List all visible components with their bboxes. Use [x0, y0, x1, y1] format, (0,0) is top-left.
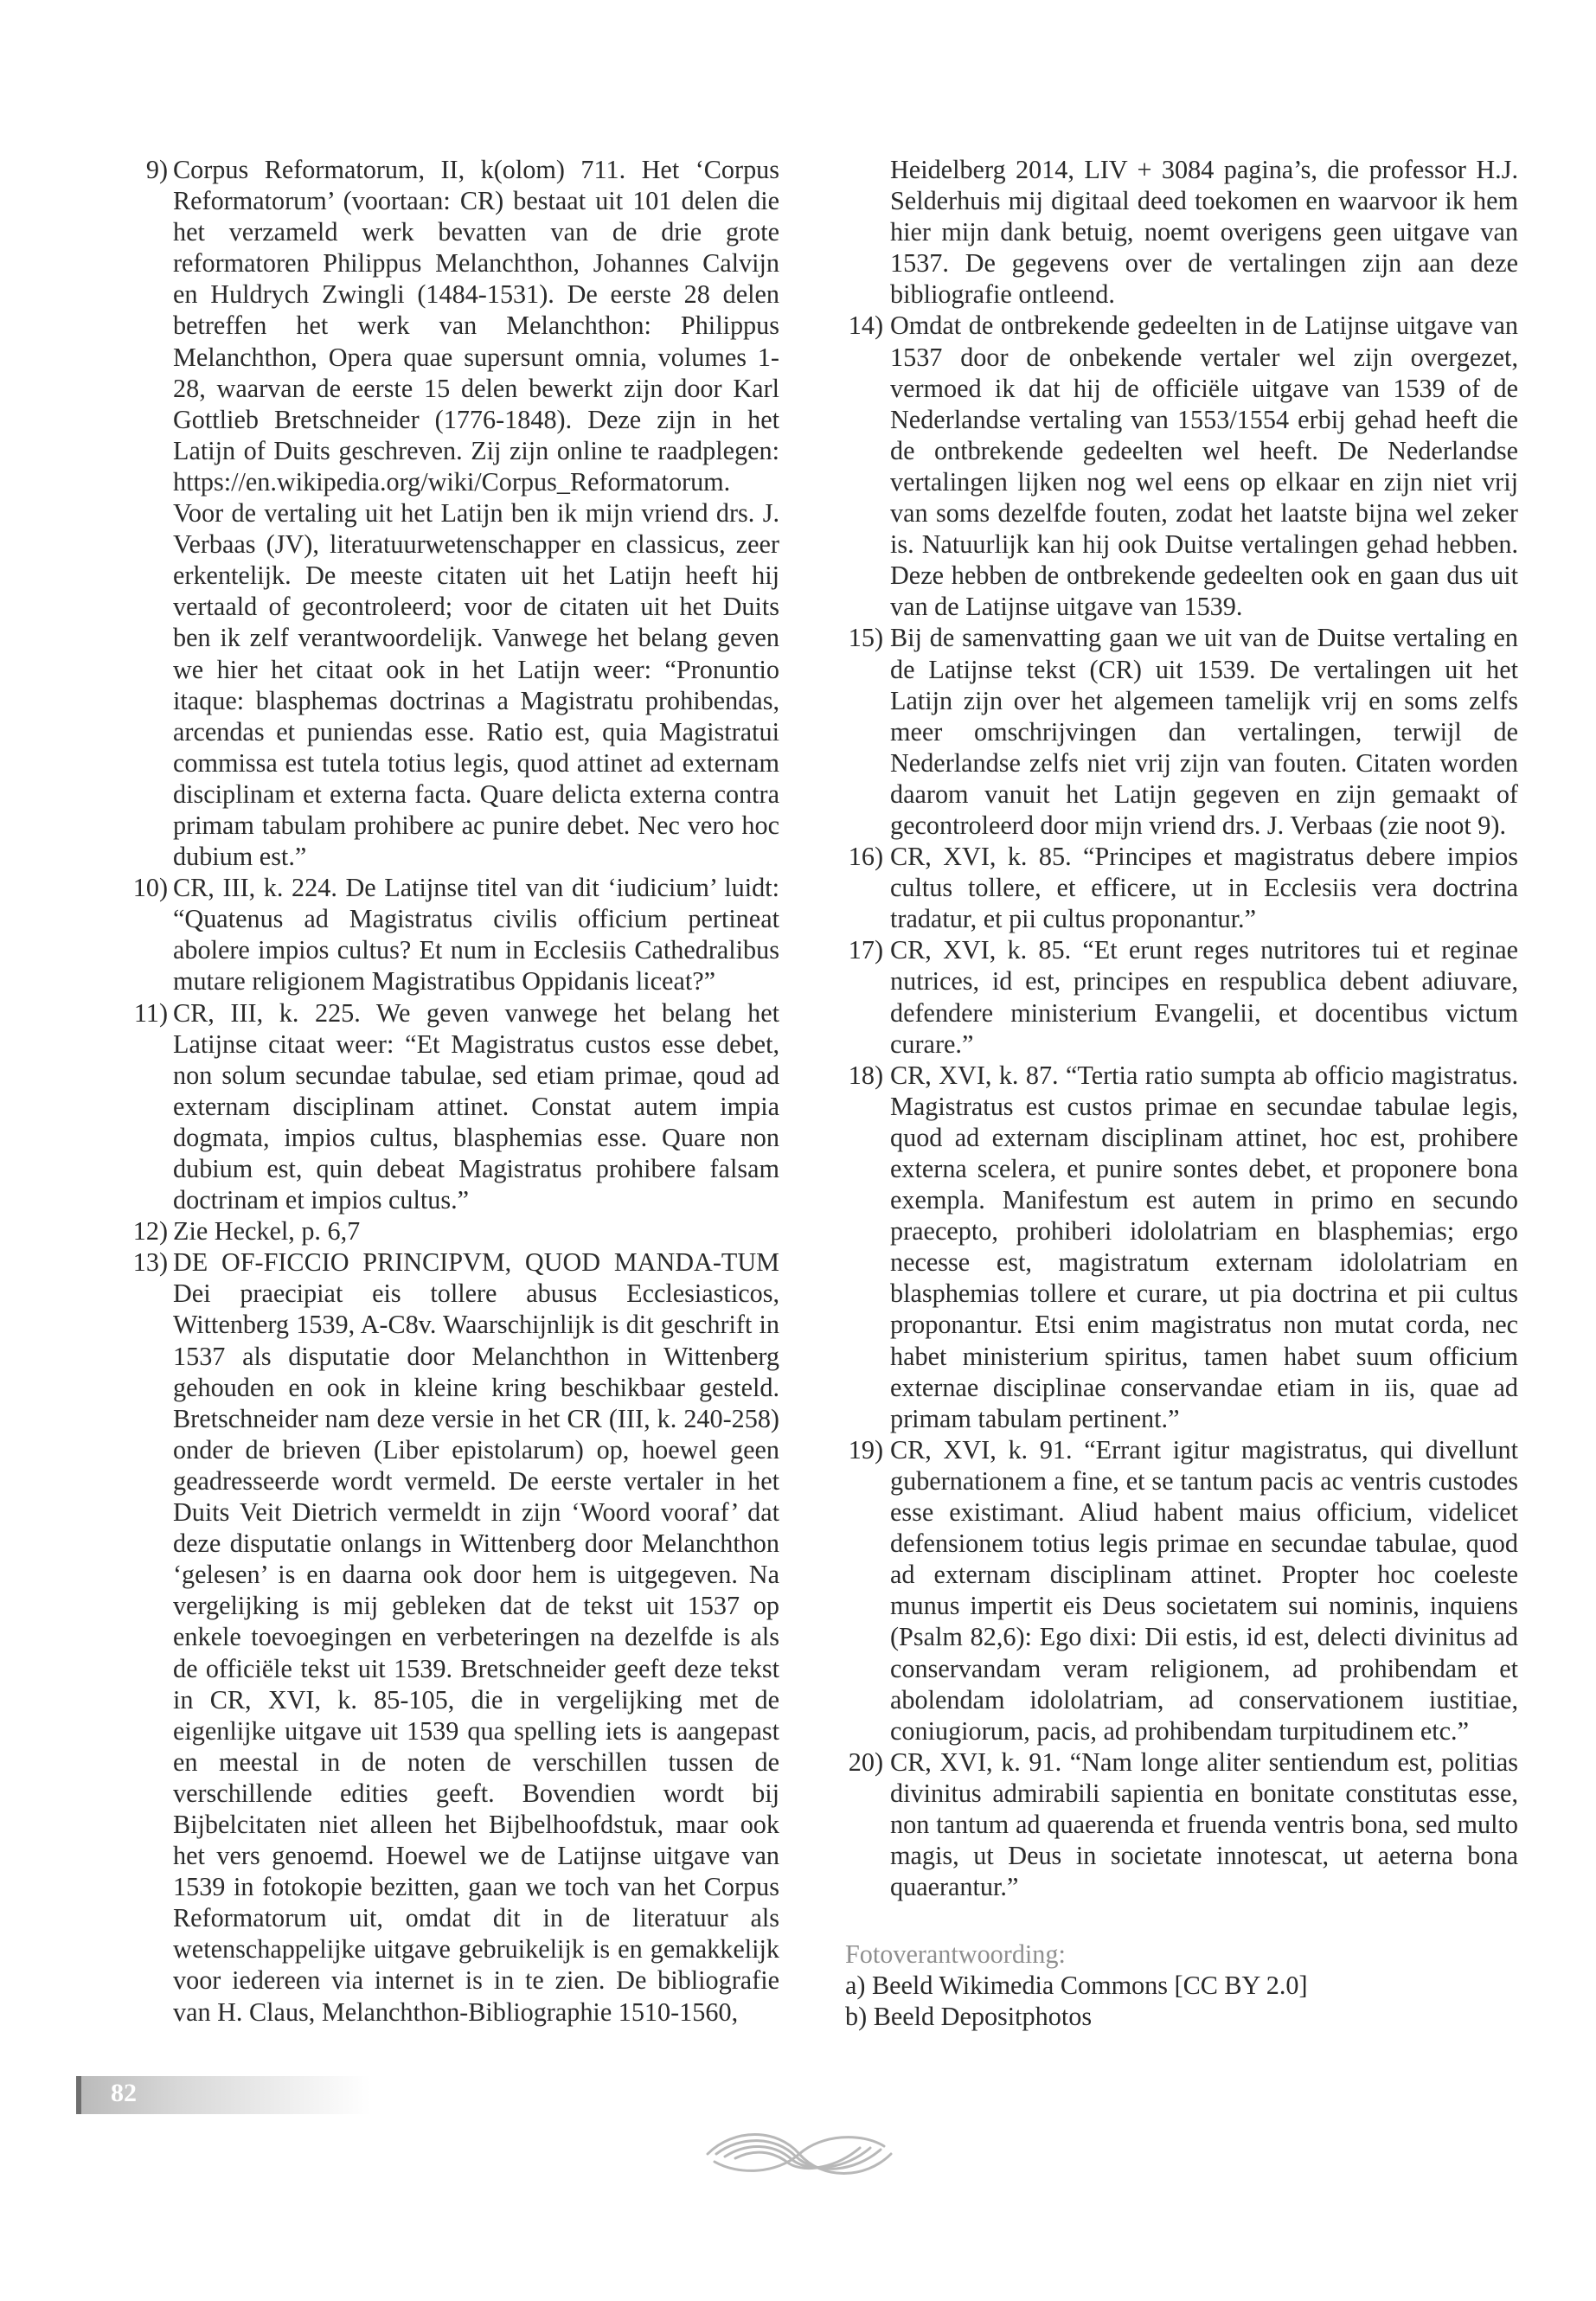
- footnote-number: 12): [132, 1216, 168, 1247]
- footnote-number: 16): [848, 842, 883, 872]
- footnote-text: CR, XVI, k. 91. “Nam longe aliter sentiendum est, politias divinitus admirabili sapientia en bonitate constitutas esse, non tantum ad quaerenda et fruenda ventris bona, sed multo magis, ut Deus in societate innotescat, ut aeterna bona quaerantur.”: [890, 1747, 1518, 1902]
- footnote-17: [845, 934, 1518, 1059]
- footnote-number: 15): [848, 623, 883, 653]
- footnote-number: 14): [848, 311, 883, 341]
- footnote-9: [130, 154, 779, 872]
- footnote-number: 20): [848, 1747, 883, 1777]
- footnote-text: Heidelberg 2014, LIV + 3084 pagina’s, die professor H.J. Selderhuis mij digitaal deed toekomen en waarvoor ik hem hier mijn dank betuig, noemt overigens geen uitgave van 1537. De gegevens over de vertalingen zijn aan deze bibliografie ontleend.: [890, 155, 1518, 310]
- page-number-bar-edge: [76, 2076, 81, 2114]
- footnote-13: [130, 1247, 779, 2027]
- footnote-13-continued: [845, 154, 1518, 310]
- footnote-text: Omdat de ontbrekende gedeelten in de Latijnse uitgave van 1537 door de onbekende vertaler wel zijn overgezet, vermoed ik dat hij de officiële uitgave van 1539 of de Nederlandse vertaling van 1553/1554 erbij gehad heeft die de ontbrekende gedeelten wel heeft. De Nederlandse vertalingen lijken nog wel eens op elkaar en zijn niet vrij van soms dezelfde fouten, zodat het laatste bijna wel zeker is. Natuurlijk kan hij ook Duitse vertalingen gehad hebben. Deze hebben de ontbrekende gedeelten ook en gaan dus uit van de Latijnse uitgave van 1539.: [890, 311, 1518, 622]
- footnote-15: [845, 622, 1518, 841]
- footnote-text: CR, III, k. 225. We geven vanwege het belang het Latijnse citaat weer: “Et Magistratus custos esse debet, non solum secundae tabulae, sed etiam primae, qoud ad externam disciplinam attinet. Constat autem impia dogmata, impios cultus, blasphemias esse. Quare non dubium est, quin debeat Magistratus prohibere falsam doctrinam et impios cultus.”: [173, 997, 779, 1215]
- footnote-text: Corpus Reformatorum, II, k(olom) 711. Het ‘Corpus Reformatorum’ (voortaan: CR) bestaat uit 101 delen die het verzameld werk bevatten van de drie grote reformatoren Philippus Melanchthon, Johannes Calvijn en Huldrych Zwingli (1484-1531). De eerste 28 delen betreffen het werk van Melanchthon: Philippus Melanchthon, Opera quae supersunt omnia, volumes 1-28, waarvan de eerste 15 delen bewerkt zijn door Karl Gottlieb Bretschneider (1776-1848). Deze zijn in het Latijn of Duits geschreven. Zij zijn online te raadplegen: https://en.wikipedia.org/wiki/Corpus_Reformatorum. Voor de vertaling uit het Latijn ben ik mijn vriend drs. J. Verbaas (JV), literatuurwetenschapper en classicus, zeer erkentelijk. De meeste citaten uit het Latijn heeft hij vertaald of gecontroleerd; voor de citaten uit het Duits ben ik zelf verantwoordelijk. Vanwege het belang geven we hier het citaat ook in het Latijn weer: “Pronuntio itaque: blasphemas doctrinas a Magistratu prohibendas, arcendas et puniendas esse. Ratio est, quia Magistratui commissa est tutela totius legis, quod attinet ad externam disciplinam et externa facta. Quare delicta externa contra primam tabulam prohibere ac punire debet. Nec vero hoc dubium est.”: [173, 155, 779, 872]
- page-number: 82: [111, 2079, 137, 2107]
- footnote-11: [130, 997, 779, 1216]
- page-number-bar: [76, 2076, 370, 2114]
- footnote-text: DE OF-FICCIO PRINCIPVM, QUOD MANDA-TUM Dei praecipiat eis tollere abusus Ecclesiasticos, Wittenberg 1539, A-C8v. Waarschijnlijk is dit geschrift in 1537 als disputatie door Melanchthon in Wittenberg gehouden en ook in kleine kring beschikbaar gesteld. Bretschneider nam deze versie in het CR (III, k. 240-258) onder de brieven (Liber epistolarum) op, hoewel geen geadresseerde wordt vermeld. De eerste vertaler in het Duits Veit Dietrich vermeldt in zijn ‘Woord vooraf’ dat deze disputatie onlangs in Wittenberg door Melanchthon ‘gelesen’ is en daarna ook door hem is uitgegeven. Na vergelijking is mij gebleken dat de tekst uit 1537 op enkele toevoegingen en verbeteringen na dezelfde is als de officiële tekst uit 1539. Bretschneider geeft deze tekst in CR, XVI, k. 85-105, die in vergelijking met de eigenlijke uitgave uit 1539 qua spelling iets is aangepast en meestal in de noten de verschillen tussen de verschillende edities geeft. Bovendien wordt bij Bijbelcitaten niet alleen het Bijbelhoofdstuk, maar ook het vers genoemd. Hoewel we de Latijnse uitgave van 1539 in fotokopie bezitten, gaan we toch van het Corpus Reformatorum uit, omdat dit in de literatuur als wetenschappelijke uitgave gebruikelijk is en gemakkelijk voor iedereen via internet is in te zien. De bibliografie van H. Claus, Melanchthon-Bibliographie 1510-1560,: [173, 1247, 779, 2027]
- footnotes-right-column: [845, 154, 1518, 2033]
- footnote-number: 10): [132, 873, 168, 903]
- footnote-number: 13): [132, 1247, 168, 1278]
- footnote-12: [130, 1215, 779, 1247]
- footnote-text: Zie Heckel, p. 6,7: [173, 1216, 361, 1247]
- footnote-text: Bij de samenvatting gaan we uit van de Duitse vertaling en de Latijnse tekst (CR) uit 1539. De vertalingen uit het Latijn zijn over het algemeen tamelijk vrij en soms zelfs meer omschrijvingen dan vertalingen, terwijl de Nederlandse zelfs niet vrij zijn van fouten. Citaten worden daarom vanuit het Latijn gegeven en zijn gemaakt of gecontroleerd door mijn vriend drs. J. Verbaas (zie noot 9).: [890, 623, 1518, 840]
- footnote-20: [845, 1747, 1518, 1902]
- footnotes-left-column: [130, 154, 779, 2028]
- photo-credit-line: b) Beeld Depositphotos: [845, 2002, 1093, 2032]
- swirl-ornament-icon: [699, 2124, 900, 2184]
- footnote-text: CR, XVI, k. 85. “Principes et magistratus debere impios cultus tollere, et efficere, ut in Ecclesiis vera doctrina tradatur, et pii cultus proponantur.”: [890, 842, 1518, 934]
- footnote-number: 18): [848, 1060, 883, 1090]
- footnote-text: CR, XVI, k. 91. “Errant igitur magistratus, qui divellunt gubernationem a fine, et se tantum pacis ac ventris custodes esse existimant. Aliud habent maius officium, videlicet defensionem totius legis primae en secundae tabulae, quod ad externam disciplinam attinet. Propter hoc coeleste munus impertit eis Deus societatem sui nominis, inquiens (Psalm 82,6): Ego dixi: Dii estis, id est, delecti divinitus ad conservandam veram religionem, ad prohibendam et abolendam idololatriam, ad conservationem iustitiae, coniugiorum, pacis, ad prohibendam turpitudinem etc.”: [890, 1434, 1518, 1746]
- footnote-text: CR, XVI, k. 87. “Tertia ratio sumpta ab officio magistratus. Magistratus est custos primae en secundae tabulae legis, quod ad externam disciplinam attinet, hoc est, prohibere externa scelera, et punire sontes debet, et proponere bona exempla. Manifestum est autem in primo en secundo praecepto, prohiberi idololatriam en blasphemias; ergo necesse est, magistratum externam idololatriam en blasphemias tollere et curare, ut pia doctrina et pii cultus proponantur. Etsi enim magistratus non mutat corda, nec habet ministerium spiritus, tamen habet suum officium externae disciplinae conservandae etiam in iis, quae ad primam tabulam pertinent.”: [890, 1060, 1518, 1433]
- footnote-10: [130, 872, 779, 997]
- footnote-number: 9): [145, 155, 168, 184]
- footnote-14: [845, 310, 1518, 622]
- footnote-text: CR, III, k. 224. De Latijnse titel van dit ‘iudicium’ luidt: “Quatenus ad Magistratus civilis officium pertineat abolere impios cultus? Et num in Ecclesiis Cathedralibus mutare religionem Magistratibus Oppidanis liceat?”: [173, 873, 779, 997]
- photo-credits: [845, 1939, 1518, 2032]
- footnote-19: [845, 1434, 1518, 1747]
- footnote-number: 11): [133, 997, 168, 1028]
- footnote-16: [845, 841, 1518, 934]
- photo-credit-line: a) Beeld Wikimedia Commons [CC BY 2.0]: [845, 1971, 1308, 2001]
- footnote-18: [845, 1060, 1518, 1434]
- footnote-text: CR, XVI, k. 85. “Et erunt reges nutritores tui et reginae nutrices, id est, principes en respublica debent adiuvare, defendere ministerium Evangelii, et docentibus victum curare.”: [890, 935, 1518, 1059]
- footnote-number: 17): [848, 935, 883, 965]
- photo-credits-heading: Fotoverantwoording:: [845, 1939, 1066, 1970]
- footnote-number: 19): [848, 1434, 883, 1465]
